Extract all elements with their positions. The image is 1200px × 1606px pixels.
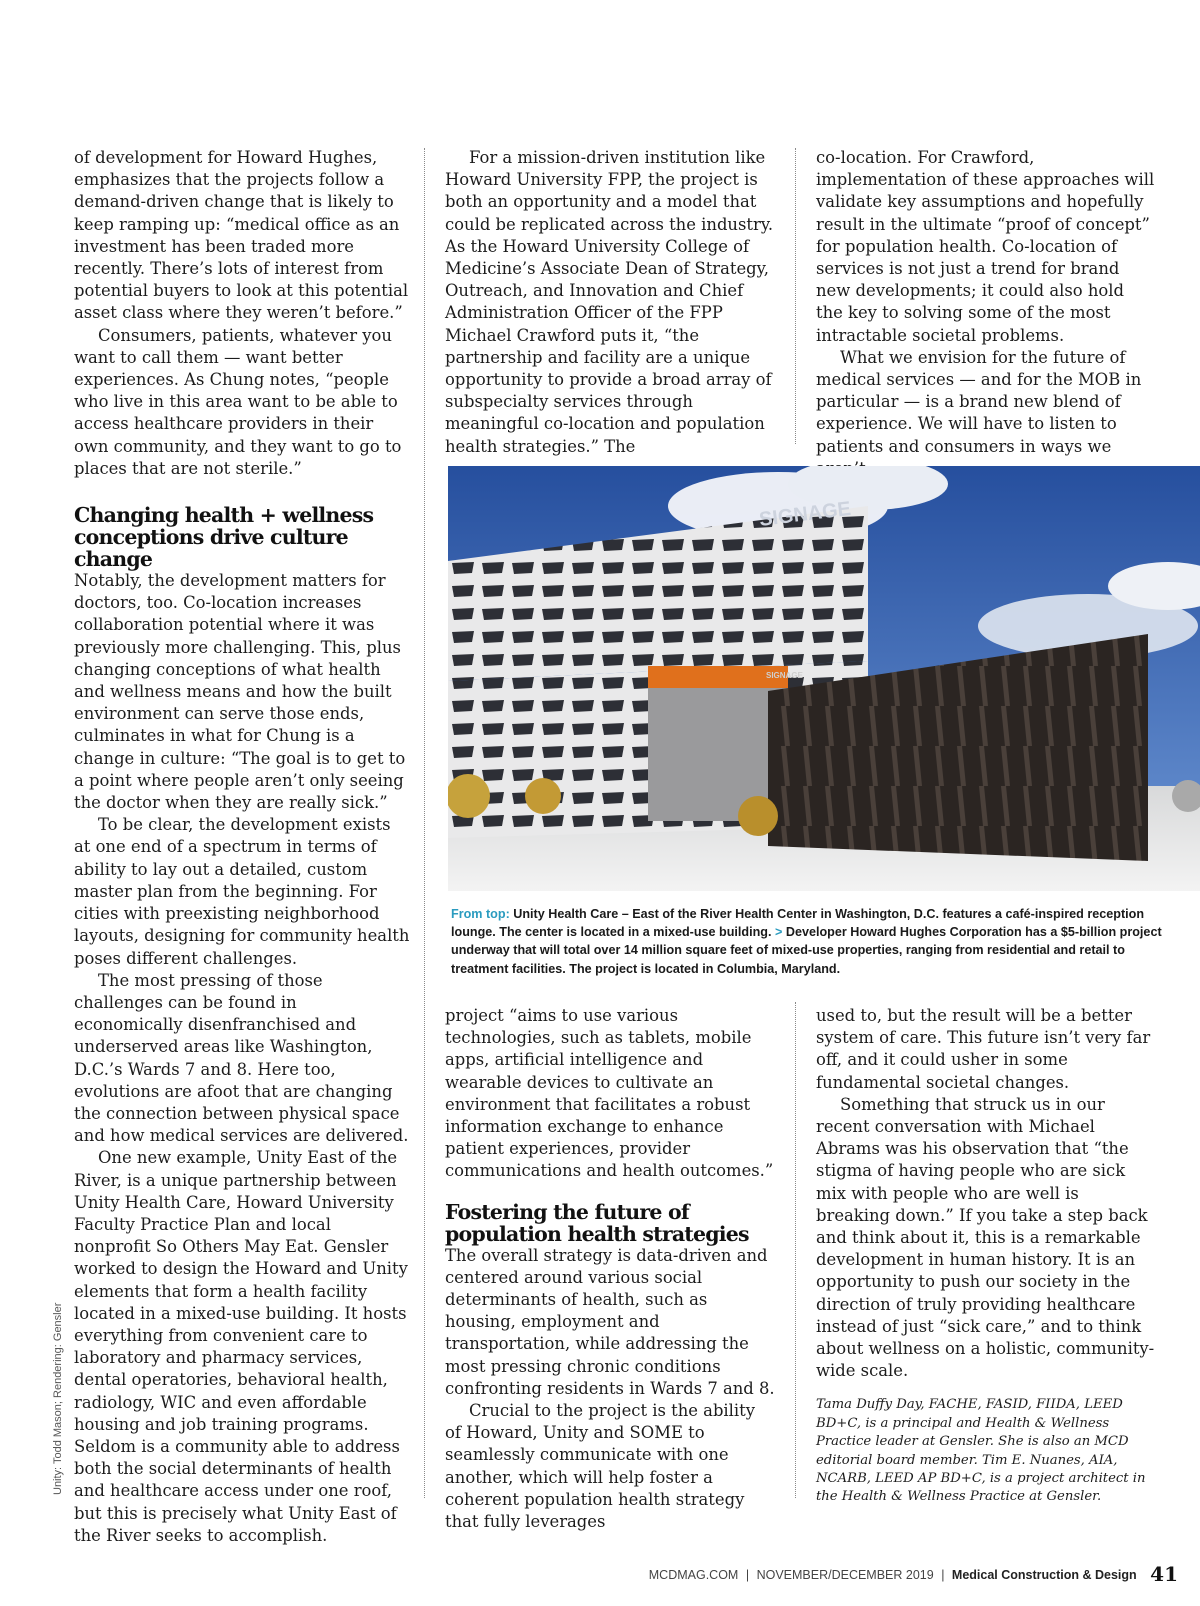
col3-paragraph: co-location. For Crawford, implementation of these approaches will validate key assumptions and hopefully result in the ultimate “proof of concept” for population health. Co-location of services is not just a trend for brand new developments; it could also hold the key to solving some of the most intractable societal problems. bbox=[816, 148, 1155, 345]
col1-paragraph: One new example, Unity East of the River, is a unique partnership between Unity Health Care, Howard University Faculty Practice Plan and local nonprofit So Others May Eat. Gensler worked to design the Howard and Unity elements that form a health facility located in a mixed-use building. It hosts everything from convenient care to laboratory and pharmacy services, dental operatories, behavioral health, radiology, WIC and even affordable housing and job training programs. Seldom is a community able to address both the social determinants of health and healthcare access under one roof, but this is precisely what Unity East of the River seeks to accomplish. bbox=[74, 1148, 408, 1545]
caption-arrow: > bbox=[775, 925, 783, 940]
photo-caption bbox=[451, 905, 1171, 978]
col2-paragraph: Crucial to the project is the ability of Howard, Unity and SOME to seamlessly communicate with one another, which will help foster a coherent population health strategy that fully leverages bbox=[445, 1401, 756, 1532]
page-footer bbox=[649, 1562, 1178, 1586]
col1-paragraph: Consumers, patients, whatever you want to call them — want better experiences. As Chung notes, “people who live in this area want to be able to access healthcare providers in their own community, and they want to go to places that are not sterile.” bbox=[74, 325, 402, 478]
col1-paragraph: of development for Howard Hughes, emphasizes that the projects follow a demand-driven change that is likely to keep ramping up: “medical office as an investment has been traded more recently. There’s lots of interest from potential buyers to look at this potential asset class where they weren’t before.” bbox=[74, 148, 409, 323]
col2-paragraph: For a mission-driven institution like Howard University FPP, the project is both an opportunity and a model that could be replicated across the industry. As the Howard University College of Medicine’s Associate Dean of Strategy, Outreach, and Innovation and Chief Administration Officer of the FPP Michael Crawford puts it, “the partnership and facility are a unique opportunity to provide a broad array of subspecialty services through meaningful co-location and population health strategies.” The bbox=[445, 148, 774, 456]
column-2-top bbox=[445, 147, 775, 458]
page-number: 41 bbox=[1150, 1562, 1178, 1586]
column-divider bbox=[795, 1002, 796, 1498]
col3-paragraph: used to, but the result will be a better system of care. This future isn’t very far off, and it could usher in some fundamental societal changes. bbox=[816, 1006, 1151, 1092]
author-bio: Tama Duffy Day, FACHE, FASID, FIIDA, LEED BD+C, is a principal and Health & Wellness Practice leader at Gensler. She is also an MCD editorial board member. Tim E. Nuanes, AIA, NCARB, LEED AP BD+C, is a project architect in the Health & Wellness Practice at Gensler. bbox=[816, 1397, 1146, 1505]
tree bbox=[525, 778, 561, 814]
building-rendering bbox=[448, 466, 1200, 891]
col3-paragraph: Something that struck us in our recent conversation with Michael Abrams was his observation that “the stigma of having people who are sick mix with people who are well is breaking down.” If you take a step back and think about it, this is a remarkable development in human history. It is an opportunity to push our society in the direction of truly providing healthcare instead of just “sick care,” and to think about wellness on a holistic, community-wide scale. bbox=[816, 1094, 1155, 1381]
tree bbox=[738, 796, 778, 836]
building-rendering-photo bbox=[448, 466, 1200, 891]
footer-separator: | bbox=[941, 1568, 945, 1582]
tree bbox=[448, 774, 490, 818]
col1-paragraph: To be clear, the development exists at one end of a spectrum in terms of ability to lay out a detailed, custom master plan from the beginning. For cities with preexisting neighborhood layouts, designing for community health poses different challenges. bbox=[74, 815, 410, 968]
column-divider bbox=[795, 148, 796, 444]
caption-text: Developer Howard Hughes Corporation has a $5-billion project underway that will total over 14 million square feet of mixed-use properties, ranging from residential and retail to treatment facilities. The project is located in Columbia, Maryland. bbox=[451, 925, 1162, 976]
photo-credit: Unity: Todd Mason; Rendering: Gensler bbox=[52, 1302, 64, 1495]
section-heading-culture-change: Changing health + wellness conceptions drive culture change bbox=[74, 503, 374, 572]
footer-separator: | bbox=[745, 1568, 750, 1582]
column-1 bbox=[74, 147, 410, 1547]
caption-text: Unity Health Care – East of the River Health Center in Washington, D.C. features a café-inspired reception lounge. The center is located in a mixed-use building. bbox=[451, 907, 1145, 940]
col2-paragraph: project “aims to use various technologies, such as tablets, mobile apps, artificial intelligence and wearable devices to cultivate an environment that facilitates a robust information exchange to enhance patient experiences, provider communications and health outcomes.” bbox=[445, 1006, 774, 1181]
column-3-top bbox=[816, 147, 1156, 480]
column-3-bottom bbox=[816, 1005, 1156, 1507]
col1-paragraph: Notably, the development matters for doctors, too. Co-location increases collaboration potential where it was previously more challenging. This, plus changing conceptions of what health and wellness means and how the built environment can serve those ends, culminates in what for Chung is a change in culture: “The goal is to get to a point where people aren’t only seeing the doctor when they are really sick.” bbox=[74, 571, 406, 813]
col1-paragraph: The most pressing of those challenges can be found in economically disenfranchised and underserved areas like Washington, D.C.’s Wards 7 and 8. Here too, evolutions are afoot that are changing the connection between physical space and how medical services are delivered. bbox=[74, 970, 409, 1146]
footer-site: MCDMAG.COM bbox=[648, 1568, 739, 1582]
column-2-bottom bbox=[445, 1005, 775, 1533]
caption-label: From top: bbox=[451, 907, 510, 921]
column-divider bbox=[424, 148, 425, 1498]
section-heading-population-health: Fostering the future of population health strategies bbox=[445, 1199, 749, 1246]
rooftop-signage: SIGNAGE bbox=[757, 497, 853, 531]
col3-paragraph: What we envision for the future of medical services — and for the MOB in particular — is a brand new blend of experience. We will have to listen to patients and consumers in ways we bbox=[816, 347, 1142, 456]
col2-paragraph: The overall strategy is data-driven and centered around various social determinants of health, such as housing, employment and transportation, while addressing the most pressing chronic conditions confronting residents in Wards 7 and 8. bbox=[445, 1245, 775, 1398]
footer-magazine: Medical Construction & Design bbox=[951, 1568, 1137, 1582]
footer-issue: NOVEMBER/DECEMBER 2019 bbox=[756, 1568, 934, 1582]
building-signage: SIGNAGE bbox=[766, 671, 803, 680]
